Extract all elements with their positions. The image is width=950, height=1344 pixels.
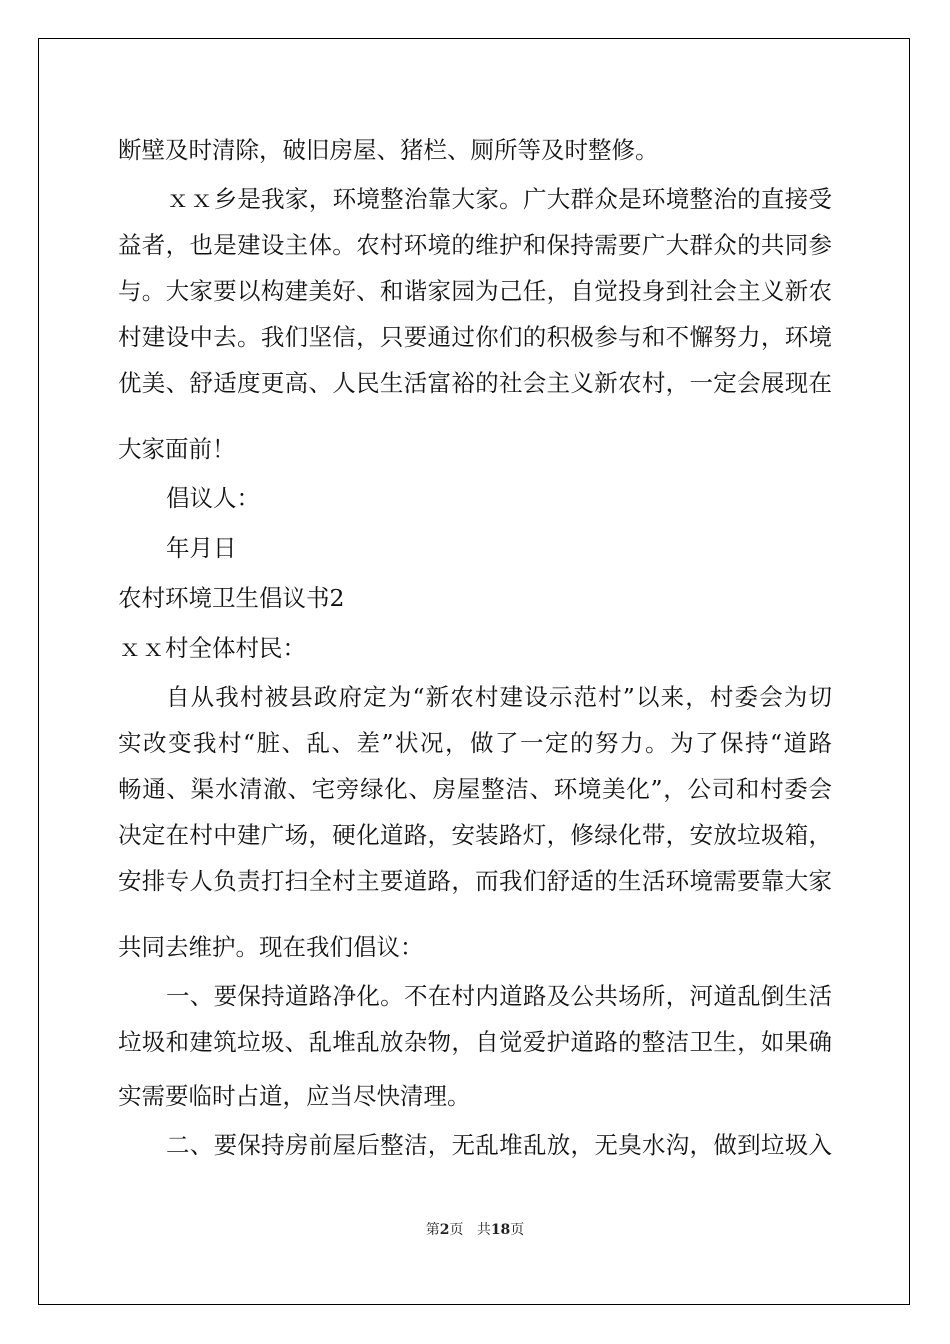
date-label: 年月日 (166, 534, 237, 562)
page-footer (0, 1219, 950, 1239)
text-line: 畅通、渠水清澈、宅旁绿化、房屋整洁、环境美化”，公司和村委会 (118, 775, 832, 803)
section-title: 农村环境卫生倡议书2 (118, 584, 345, 612)
page-label-prefix: 第 (425, 1222, 440, 1238)
text-line: 优美、舒适度更高、人民生活富裕的社会主义新农村，一定会展现在 (118, 369, 832, 397)
total-suffix: 页 (510, 1222, 525, 1238)
text-line: 断壁及时清除，破旧房屋、猪栏、厕所等及时整修。 (118, 136, 659, 164)
text-line: 益者，也是建设主体。农村环境的维护和保持需要广大群众的共同参 (118, 231, 832, 259)
salutation: ｘｘ村全体村民： (118, 634, 306, 662)
total-prefix: 共 (476, 1222, 491, 1238)
page-label-suffix: 页 (449, 1222, 464, 1238)
text-line: 安排专人负责打扫全村主要道路，而我们舒适的生活环境需要靠大家 (118, 867, 832, 895)
text-line: 村建设中去。我们坚信，只要通过你们的积极参与和不懈努力，环境 (118, 323, 832, 351)
text-line: 垃圾和建筑垃圾、乱堆乱放杂物，自觉爱护道路的整洁卫生，如果确 (118, 1028, 832, 1056)
text-line: 大家面前！ (118, 435, 236, 463)
text-line: 自从我村被县政府定为“新农村建设示范村”以来，村委会为切 (166, 683, 832, 711)
signer-label: 倡议人： (166, 484, 260, 512)
total-pages: 18 (490, 1222, 511, 1238)
text-line: 一、要保持道路净化。不在村内道路及公共场所，河道乱倒生活 (166, 982, 832, 1010)
text-line: 决定在村中建广场，硬化道路，安装路灯，修绿化带，安放垃圾箱， (118, 821, 832, 849)
text-line: 与。大家要以构建美好、和谐家园为己任，自觉投身到社会主义新农 (118, 277, 832, 305)
text-line: 共同去维护。现在我们倡议： (118, 933, 424, 961)
page-border (38, 38, 910, 1305)
text-line: 二、要保持房前屋后整洁，无乱堆乱放，无臭水沟，做到垃圾入 (166, 1131, 832, 1159)
text-line: ｘｘ乡是我家，环境整治靠大家。广大群众是环境整治的直接受 (166, 185, 832, 213)
text-line: 实需要临时占道，应当尽快清理。 (118, 1082, 471, 1110)
text-line: 实改变我村“脏、乱、差”状况，做了一定的努力。为了保持“道路 (118, 729, 832, 757)
page-number: 2 (439, 1222, 450, 1238)
